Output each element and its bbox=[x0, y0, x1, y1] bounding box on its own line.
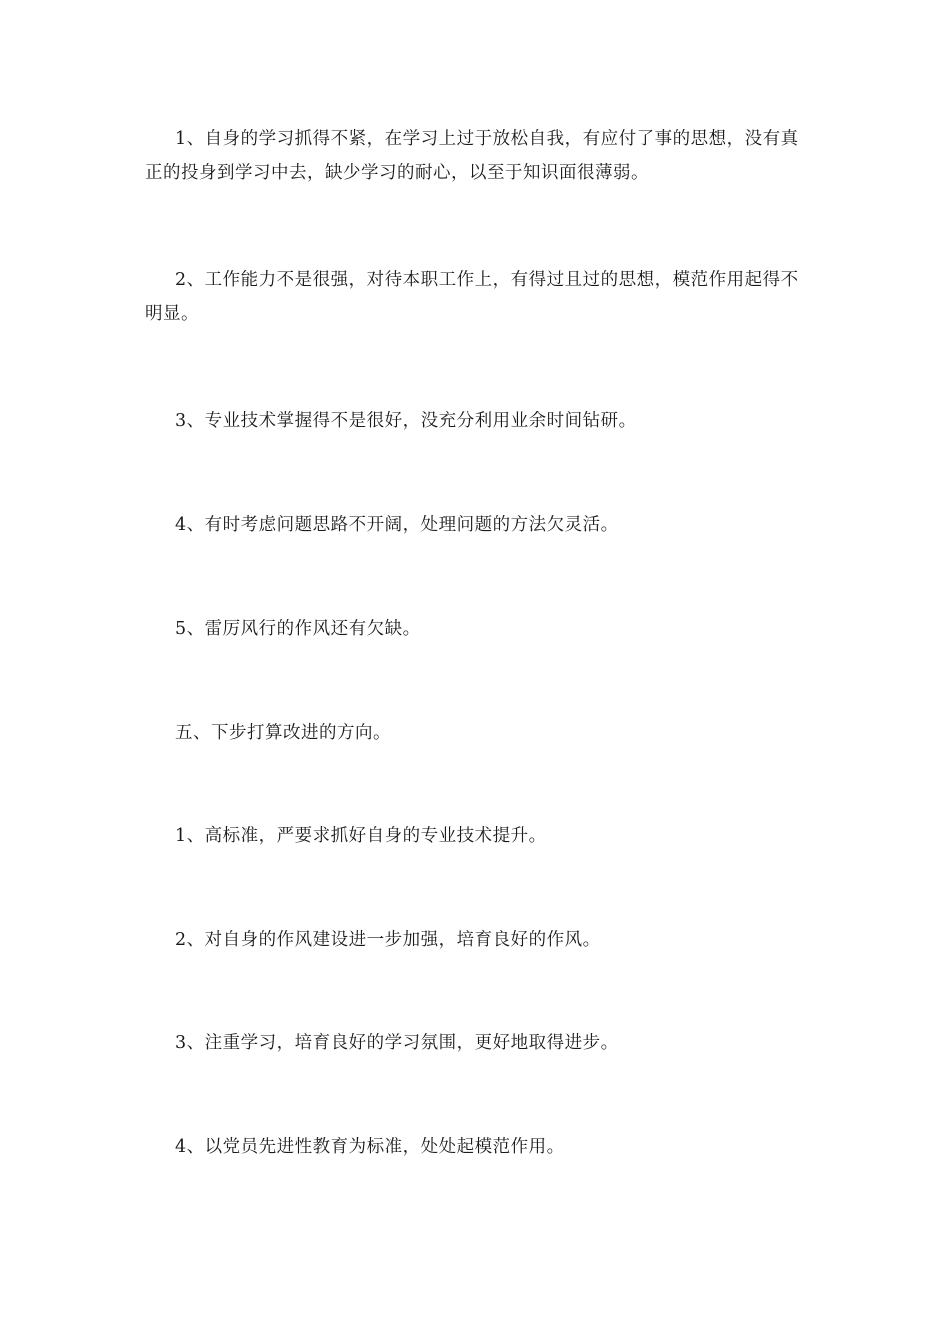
section-heading-five: 五、下步打算改进的方向。 bbox=[175, 723, 391, 743]
paragraph-shortcoming-5: 5、雷厉风行的作风还有欠缺。 bbox=[175, 619, 421, 639]
paragraph-shortcoming-1: 1、自身的学习抓得不紧，在学习上过于放松自我，有应付了事的思想，没有真正的投身到学习中去，缺少学习的耐心，以至于知识面很薄弱。 bbox=[145, 129, 799, 183]
paragraph-shortcoming-3: 3、专业技术掌握得不是很好，没充分利用业余时间钻研。 bbox=[175, 411, 637, 431]
paragraph-plan-3: 3、注重学习，培育良好的学习氛围，更好地取得进步。 bbox=[175, 1033, 619, 1053]
paragraph-shortcoming-4: 4、有时考虑问题思路不开阔，处理问题的方法欠灵活。 bbox=[175, 515, 619, 535]
paragraph-shortcoming-2: 2、工作能力不是很强，对待本职工作上，有得过且过的思想，模范作用起得不明显。 bbox=[145, 270, 799, 324]
paragraph-plan-2: 2、对自身的作风建设进一步加强，培育良好的作风。 bbox=[175, 930, 601, 950]
paragraph-plan-1: 1、高标准，严要求抓好自身的专业技术提升。 bbox=[175, 826, 547, 846]
paragraph-plan-4: 4、以党员先进性教育为标准，处处起模范作用。 bbox=[175, 1137, 565, 1157]
